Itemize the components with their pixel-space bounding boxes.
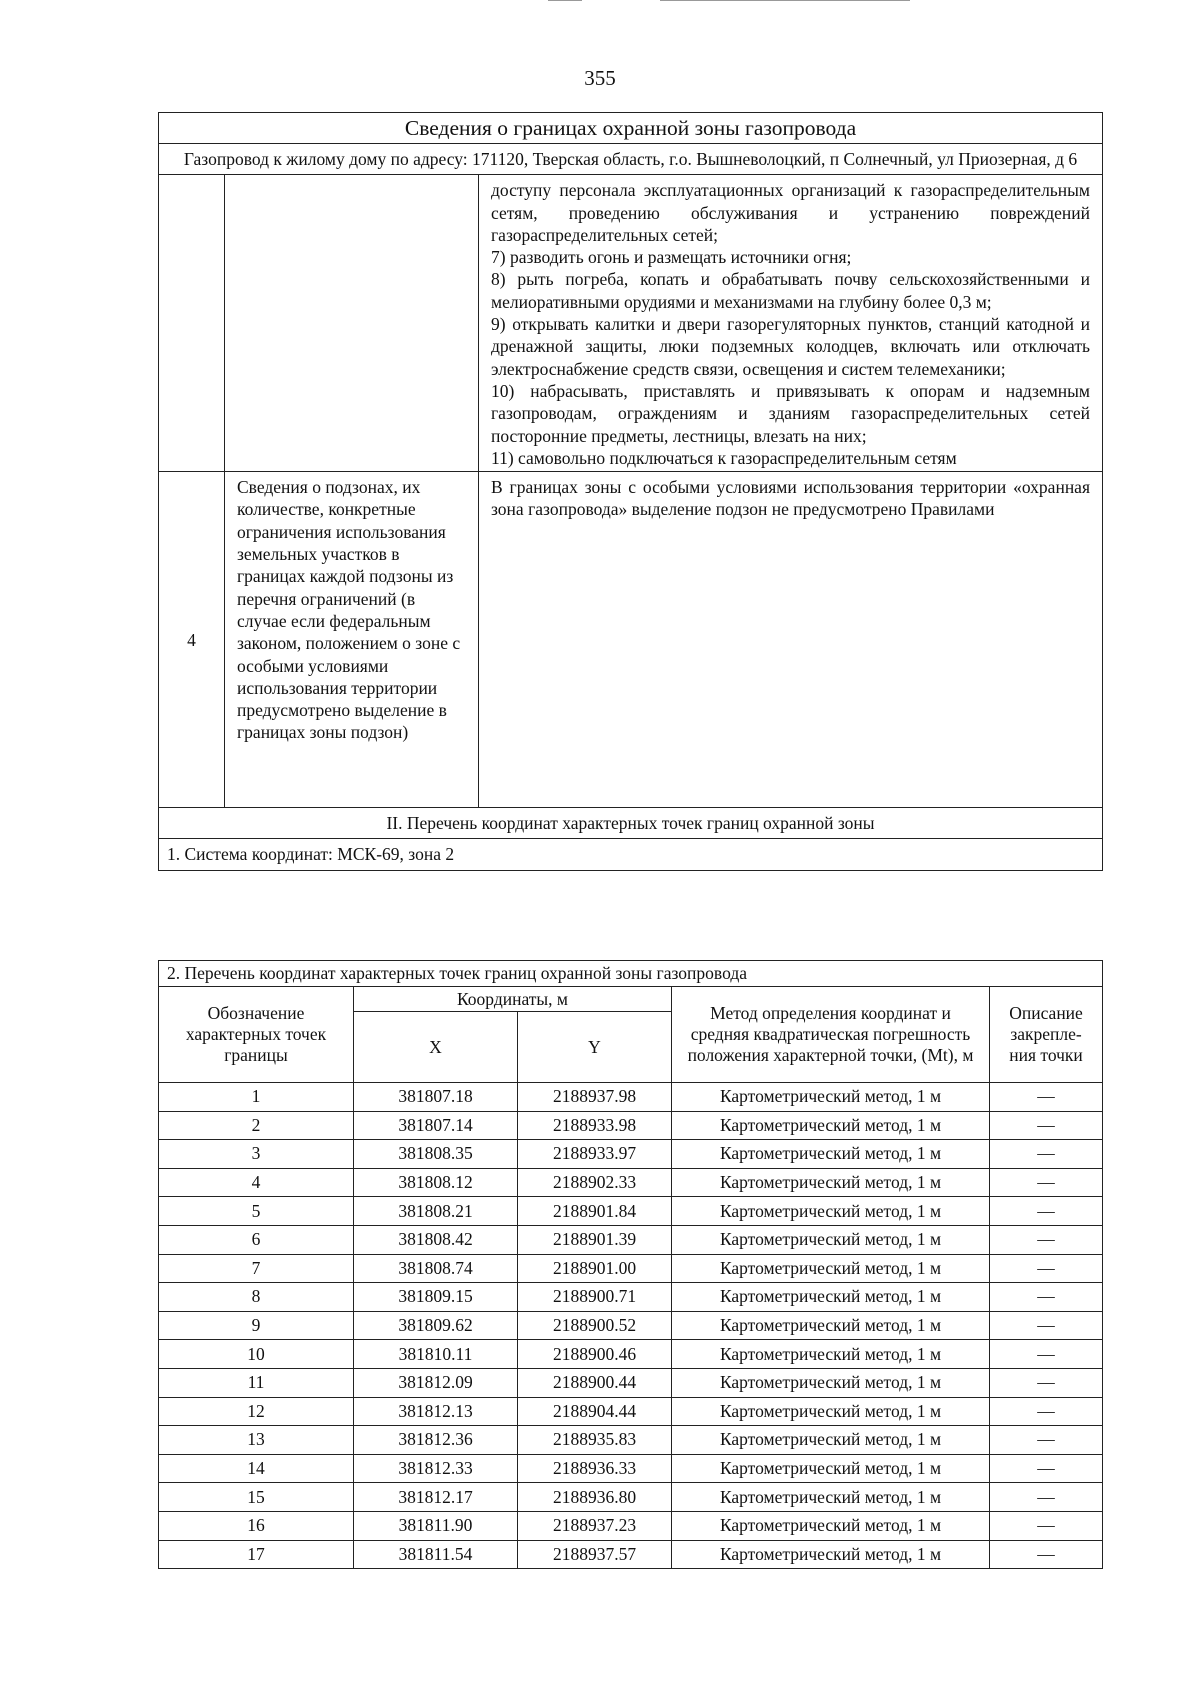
method-cell: Картометрический метод, 1 м xyxy=(672,1168,990,1197)
coordinate-system: 1. Система координат: МСК-69, зона 2 xyxy=(159,839,1103,870)
method-cell: Картометрический метод, 1 м xyxy=(672,1140,990,1169)
x-coordinate-cell: 381812.36 xyxy=(354,1426,518,1455)
fixing-cell: — xyxy=(990,1483,1103,1512)
table-row xyxy=(159,1168,1103,1197)
fixing-cell: — xyxy=(990,1283,1103,1312)
prohibition-item: 7) разводить огонь и размещать источники огня; xyxy=(491,247,852,268)
table-row xyxy=(159,1511,1103,1540)
y-coordinate-cell: 2188900.46 xyxy=(518,1340,672,1369)
header-method-text: Метод определения координат и средняя квадратическая погрешность положения характерной точки, (Mt), м xyxy=(687,1003,974,1065)
fixing-cell: — xyxy=(990,1511,1103,1540)
y-coordinate-cell: 2188936.80 xyxy=(518,1483,672,1512)
points-list-title: 2. Перечень координат характерных точек границ охранной зоны газопровода xyxy=(159,961,1103,987)
page-number: 355 xyxy=(584,66,616,90)
points-table-body xyxy=(159,1083,1103,1569)
y-coordinate-cell: 2188937.98 xyxy=(518,1083,672,1112)
x-coordinate-cell: 381807.18 xyxy=(354,1083,518,1112)
fixing-cell: — xyxy=(990,1197,1103,1226)
y-coordinate-cell: 2188904.44 xyxy=(518,1397,672,1426)
x-coordinate-cell: 381811.90 xyxy=(354,1511,518,1540)
subzone-description: Сведения о подзонах, их количестве, конкретные ограничения использования земельных участков в границах каждой подзоны из перечня ограничений (в случае если федеральным законом, положением о зоне с особыми условиями использования территории предусмотрено выделение в границах зоны подзон) xyxy=(225,472,479,808)
coordinates-table xyxy=(158,960,1103,1569)
point-number-cell: 9 xyxy=(159,1311,354,1340)
point-number-cell: 14 xyxy=(159,1454,354,1483)
point-number-cell: 15 xyxy=(159,1483,354,1512)
point-number-cell: 3 xyxy=(159,1140,354,1169)
point-number-cell: 1 xyxy=(159,1083,354,1112)
table-row xyxy=(159,1454,1103,1483)
prohibition-item: 8) рыть погреба, копать и обрабатывать почву сельскохозяйственными и мелиоративными орудиями и механизмами на глубину более 0,3 м; xyxy=(491,269,1090,312)
method-cell: Картометрический метод, 1 м xyxy=(672,1254,990,1283)
x-coordinate-cell: 381808.35 xyxy=(354,1140,518,1169)
description-empty xyxy=(225,175,479,472)
prohibition-item: доступу персонала эксплуатационных организаций к газораспределительным сетям, проведению обслуживания и устранению повреждений газораспределительных сетей; xyxy=(491,180,1090,245)
header-method xyxy=(672,987,990,1083)
fixing-cell: — xyxy=(990,1340,1103,1369)
x-coordinate-cell: 381807.14 xyxy=(354,1111,518,1140)
fixing-cell: — xyxy=(990,1168,1103,1197)
x-coordinate-cell: 381809.62 xyxy=(354,1311,518,1340)
point-number-cell: 4 xyxy=(159,1168,354,1197)
method-cell: Картометрический метод, 1 м xyxy=(672,1283,990,1312)
table-row xyxy=(159,1540,1103,1569)
x-coordinate-cell: 381810.11 xyxy=(354,1340,518,1369)
table-row xyxy=(159,1426,1103,1455)
method-cell: Картометрический метод, 1 м xyxy=(672,1454,990,1483)
method-cell: Картометрический метод, 1 м xyxy=(672,1540,990,1569)
header-y: Y xyxy=(518,1012,672,1083)
table-row xyxy=(159,1311,1103,1340)
y-coordinate-cell: 2188900.44 xyxy=(518,1368,672,1397)
y-coordinate-cell: 2188901.00 xyxy=(518,1254,672,1283)
header-coordinates: Координаты, м xyxy=(354,987,672,1012)
x-coordinate-cell: 381811.54 xyxy=(354,1540,518,1569)
fixing-cell: — xyxy=(990,1311,1103,1340)
scan-edge-line xyxy=(548,0,582,1)
method-cell: Картометрический метод, 1 м xyxy=(672,1197,990,1226)
method-cell: Картометрический метод, 1 м xyxy=(672,1368,990,1397)
method-cell: Картометрический метод, 1 м xyxy=(672,1340,990,1369)
method-cell: Картометрический метод, 1 м xyxy=(672,1511,990,1540)
x-coordinate-cell: 381812.17 xyxy=(354,1483,518,1512)
table-row xyxy=(159,1368,1103,1397)
x-coordinate-cell: 381809.15 xyxy=(354,1283,518,1312)
y-coordinate-cell: 2188933.98 xyxy=(518,1111,672,1140)
header-x: X xyxy=(354,1012,518,1083)
fixing-cell: — xyxy=(990,1083,1103,1112)
fixing-cell: — xyxy=(990,1111,1103,1140)
document-title: Сведения о границах охранной зоны газопровода xyxy=(159,113,1103,144)
header-point: Обозначение характерных точек границы xyxy=(159,987,354,1083)
fixing-cell: — xyxy=(990,1397,1103,1426)
y-coordinate-cell: 2188901.84 xyxy=(518,1197,672,1226)
method-cell: Картометрический метод, 1 м xyxy=(672,1225,990,1254)
point-number-cell: 8 xyxy=(159,1283,354,1312)
y-coordinate-cell: 2188937.23 xyxy=(518,1511,672,1540)
method-cell: Картометрический метод, 1 м xyxy=(672,1111,990,1140)
point-number-cell: 10 xyxy=(159,1340,354,1369)
point-number-cell: 16 xyxy=(159,1511,354,1540)
fixing-cell: — xyxy=(990,1426,1103,1455)
y-coordinate-cell: 2188900.52 xyxy=(518,1311,672,1340)
table-row xyxy=(159,1283,1103,1312)
x-coordinate-cell: 381812.33 xyxy=(354,1454,518,1483)
table-row xyxy=(159,1225,1103,1254)
fixing-cell: — xyxy=(990,1540,1103,1569)
method-cell: Картометрический метод, 1 м xyxy=(672,1426,990,1455)
fixing-cell: — xyxy=(990,1368,1103,1397)
row-number: 4 xyxy=(159,472,225,808)
point-number-cell: 6 xyxy=(159,1225,354,1254)
point-number-cell: 7 xyxy=(159,1254,354,1283)
gas-pipeline-address: Газопровод к жилому дому по адресу: 171120, Тверская область, г.о. Вышневолоцкий, п Солнечный, ул Приозерная, д 6 xyxy=(159,144,1103,175)
section-heading: II. Перечень координат характерных точек границ охранной зоны xyxy=(159,808,1103,839)
header-fixing: Описание закрепле-ния точки xyxy=(990,987,1103,1083)
table-row xyxy=(159,1340,1103,1369)
x-coordinate-cell: 381808.21 xyxy=(354,1197,518,1226)
prohibition-item: 11) самовольно подключаться к газораспределительным сетям xyxy=(491,447,957,468)
prohibition-item: 10) набрасывать, приставлять и привязывать к опорам и надземным газопроводам, ограждениям и зданиям газораспределительных сетей посторонние предметы, лестницы, влезать на них; xyxy=(491,380,1090,446)
fixing-cell: — xyxy=(990,1254,1103,1283)
point-number-cell: 17 xyxy=(159,1540,354,1569)
method-cell: Картометрический метод, 1 м xyxy=(672,1397,990,1426)
y-coordinate-cell: 2188933.97 xyxy=(518,1140,672,1169)
point-number-cell: 11 xyxy=(159,1368,354,1397)
y-coordinate-cell: 2188900.71 xyxy=(518,1283,672,1312)
zone-info-table xyxy=(158,112,1103,871)
y-coordinate-cell: 2188901.39 xyxy=(518,1225,672,1254)
y-coordinate-cell: 2188936.33 xyxy=(518,1454,672,1483)
x-coordinate-cell: 381808.12 xyxy=(354,1168,518,1197)
scan-edge-line xyxy=(660,0,910,1)
fixing-cell: — xyxy=(990,1225,1103,1254)
table-row xyxy=(159,1111,1103,1140)
method-cell: Картометрический метод, 1 м xyxy=(672,1083,990,1112)
y-coordinate-cell: 2188935.83 xyxy=(518,1426,672,1455)
prohibitions-list xyxy=(479,175,1103,472)
method-cell: Картометрический метод, 1 м xyxy=(672,1311,990,1340)
y-coordinate-cell: 2188902.33 xyxy=(518,1168,672,1197)
x-coordinate-cell: 381808.42 xyxy=(354,1225,518,1254)
point-number-cell: 2 xyxy=(159,1111,354,1140)
point-number-cell: 12 xyxy=(159,1397,354,1426)
table-row xyxy=(159,1083,1103,1112)
subzone-value: В границах зоны с особыми условиями использования территории «охранная зона газопровода» выделение подзон не предусмотрено Правилами xyxy=(479,472,1103,808)
x-coordinate-cell: 381808.74 xyxy=(354,1254,518,1283)
x-coordinate-cell: 381812.13 xyxy=(354,1397,518,1426)
table-row xyxy=(159,1254,1103,1283)
fixing-cell: — xyxy=(990,1454,1103,1483)
prohibition-item: 9) открывать калитки и двери газорегуляторных пунктов, станций катодной и дренажной защиты, люки подземных колодцев, включать или отключать электроснабжение средств связи, освещения и систем телемеханики; xyxy=(491,314,1090,379)
table-row xyxy=(159,1140,1103,1169)
point-number-cell: 5 xyxy=(159,1197,354,1226)
fixing-cell: — xyxy=(990,1140,1103,1169)
row-number-empty xyxy=(159,175,225,472)
y-coordinate-cell: 2188937.57 xyxy=(518,1540,672,1569)
table-row xyxy=(159,1197,1103,1226)
table-row xyxy=(159,1397,1103,1426)
table-row xyxy=(159,1483,1103,1512)
point-number-cell: 13 xyxy=(159,1426,354,1455)
method-cell: Картометрический метод, 1 м xyxy=(672,1483,990,1512)
x-coordinate-cell: 381812.09 xyxy=(354,1368,518,1397)
